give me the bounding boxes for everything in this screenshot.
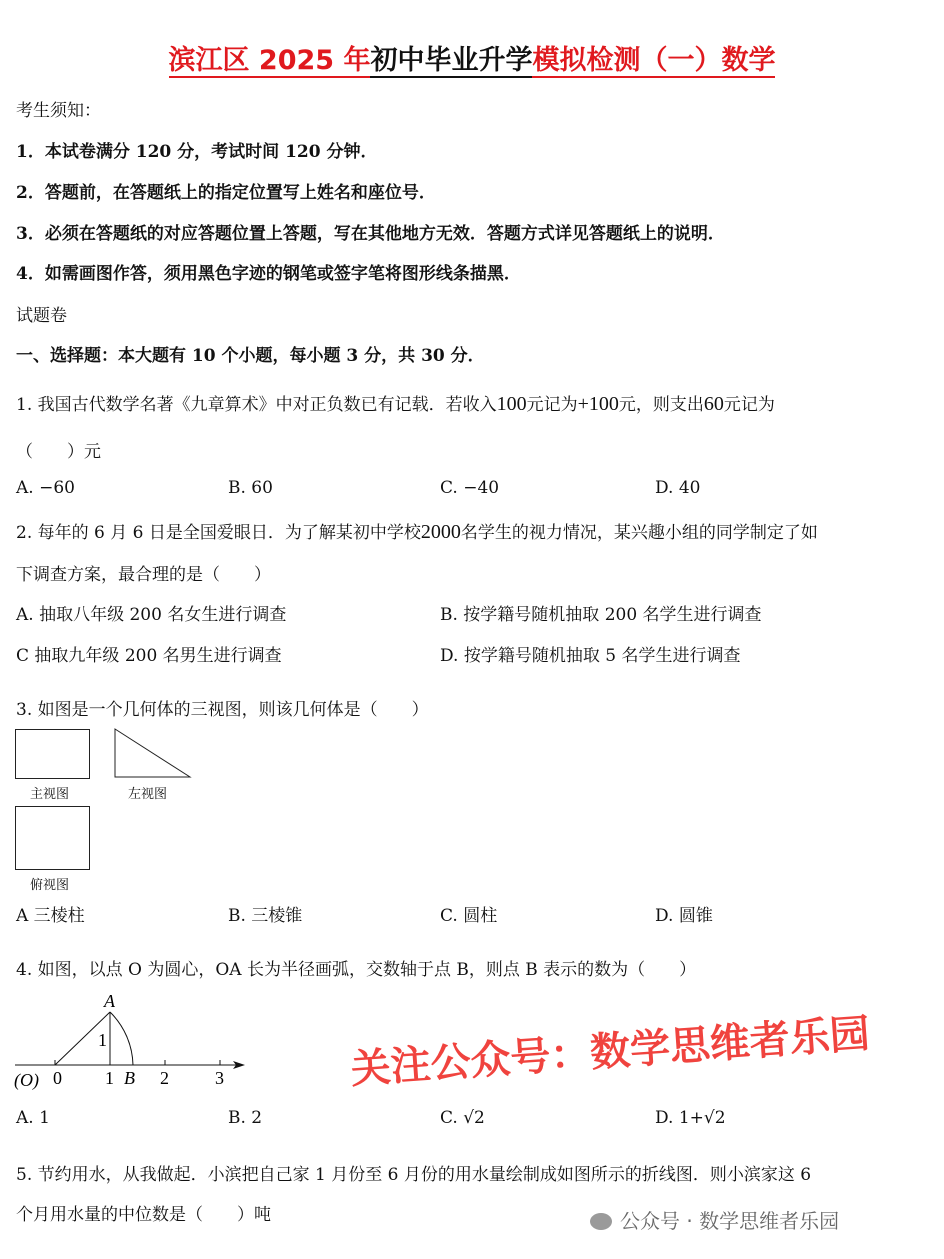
q1-number: +100 xyxy=(577,393,619,415)
page-title xyxy=(0,38,944,77)
label-origin: (O) xyxy=(14,1070,39,1090)
q2-option-c: C 抽取九年级 200 名男生进行调查 xyxy=(16,646,282,666)
q2-option-b: B. 按学籍号随机抽取 200 名学生进行调查 xyxy=(440,605,762,625)
q1-option-b: B. 60 xyxy=(228,478,273,498)
q1-text: 元，则支出 xyxy=(618,395,704,415)
q1-option-c: C. −40 xyxy=(440,478,500,498)
paper-label: 试题卷 xyxy=(16,306,67,326)
q1-text: 1. 我国古代数学名著《九章算术》中对正负数已有记载．若收入 xyxy=(16,395,497,415)
q2-option-d: D. 按学籍号随机抽取 5 名学生进行调查 xyxy=(440,646,741,666)
q1-text: 元记为 xyxy=(723,395,775,415)
watermark: 关注公众号：数学思维者乐园 xyxy=(349,1010,872,1094)
q2-option-a: A. 抽取八年级 200 名女生进行调查 xyxy=(16,605,287,625)
number-line-figure xyxy=(0,990,260,1090)
title-part-2: 初中毕业升学 xyxy=(370,45,533,76)
tick-1: 1 xyxy=(105,1068,114,1088)
footer-text: 公众号 · 数学思维者乐园 xyxy=(620,1209,840,1233)
q4-option-c: C. √2 xyxy=(440,1108,485,1128)
q2-line2: 下调查方案，最合理的是（ ） xyxy=(16,565,271,585)
notice-heading: 考生须知： xyxy=(16,101,101,121)
q1-option-d: D. 40 xyxy=(655,478,701,498)
tick-3: 3 xyxy=(215,1068,224,1088)
title-part-3: 模拟检测（一）数学 xyxy=(532,45,776,76)
q3-option-b: B. 三棱锥 xyxy=(228,906,303,926)
top-view-figure xyxy=(15,806,90,870)
caption-side-view: 左视图 xyxy=(128,787,168,802)
side-view-figure xyxy=(112,727,194,781)
arc xyxy=(110,1012,133,1065)
q2-text: 2. 每年的 6 月 6 日是全国爱眼日．为了解某初中学校 xyxy=(16,523,421,543)
q1-number: 100 xyxy=(496,393,527,415)
notice-item: 4．如需画图作答，须用黑色字迹的钢笔或签字笔将图形线条描黑． xyxy=(16,264,521,284)
q1-line2: （ ）元 xyxy=(16,442,101,462)
tick-2: 2 xyxy=(160,1068,169,1088)
q3-option-c: C. 圆柱 xyxy=(440,906,498,926)
q1-option-a: A. −60 xyxy=(16,478,75,498)
question-4: 4. 如图，以点 O 为圆心，OA 长为半径画弧，交数轴于点 B，则点 B 表示的数为（ ） xyxy=(16,960,697,980)
caption-top-view: 俯视图 xyxy=(30,878,70,893)
q3-option-d: D. 圆锥 xyxy=(655,906,713,926)
q4-option-a: A. 1 xyxy=(16,1108,50,1128)
title-part-1: 滨江区 2025 年 xyxy=(168,45,371,76)
q4-option-d: D. 1+√2 xyxy=(655,1108,726,1128)
q1-number: 60 xyxy=(703,393,724,415)
question-1 xyxy=(16,390,775,416)
q1-text: 元记为 xyxy=(526,395,578,415)
wechat-icon xyxy=(590,1213,612,1230)
q5-line2: 个月用水量的中位数是（ ）吨 xyxy=(16,1205,271,1225)
section-heading: 一、选择题：本大题有 10 个小题，每小题 3 分，共 30 分． xyxy=(16,346,485,366)
q3-option-a: A 三棱柱 xyxy=(16,906,85,926)
q4-option-b: B. 2 xyxy=(228,1108,263,1128)
question-2 xyxy=(16,518,818,544)
notice-item: 3．必须在答题纸的对应答题位置上答题，写在其他地方无效．答题方式详见答题纸上的说明． xyxy=(16,224,725,244)
label-b: B xyxy=(124,1068,135,1088)
question-5: 5. 节约用水，从我做起．小滨把自己家 1 月份至 6 月份的用水量绘制成如图所示的折线图．则小滨家这 6 xyxy=(16,1165,812,1185)
caption-front-view: 主视图 xyxy=(30,787,70,802)
front-view-figure xyxy=(15,729,90,779)
notice-item: 2．答题前，在答题纸上的指定位置写上姓名和座位号． xyxy=(16,183,436,203)
footer-account xyxy=(590,1205,839,1234)
label-a: A xyxy=(104,991,115,1011)
q2-text: 名学生的视力情况，某兴趣小组的同学制定了如 xyxy=(460,523,818,543)
tick-0: 0 xyxy=(53,1068,62,1088)
notice-item: 1．本试卷满分 120 分，考试时间 120 分钟． xyxy=(16,142,378,162)
question-3: 3. 如图是一个几何体的三视图，则该几何体是（ ） xyxy=(16,700,429,720)
q2-number: 2000 xyxy=(420,521,461,543)
label-one-length: 1 xyxy=(98,1030,107,1050)
